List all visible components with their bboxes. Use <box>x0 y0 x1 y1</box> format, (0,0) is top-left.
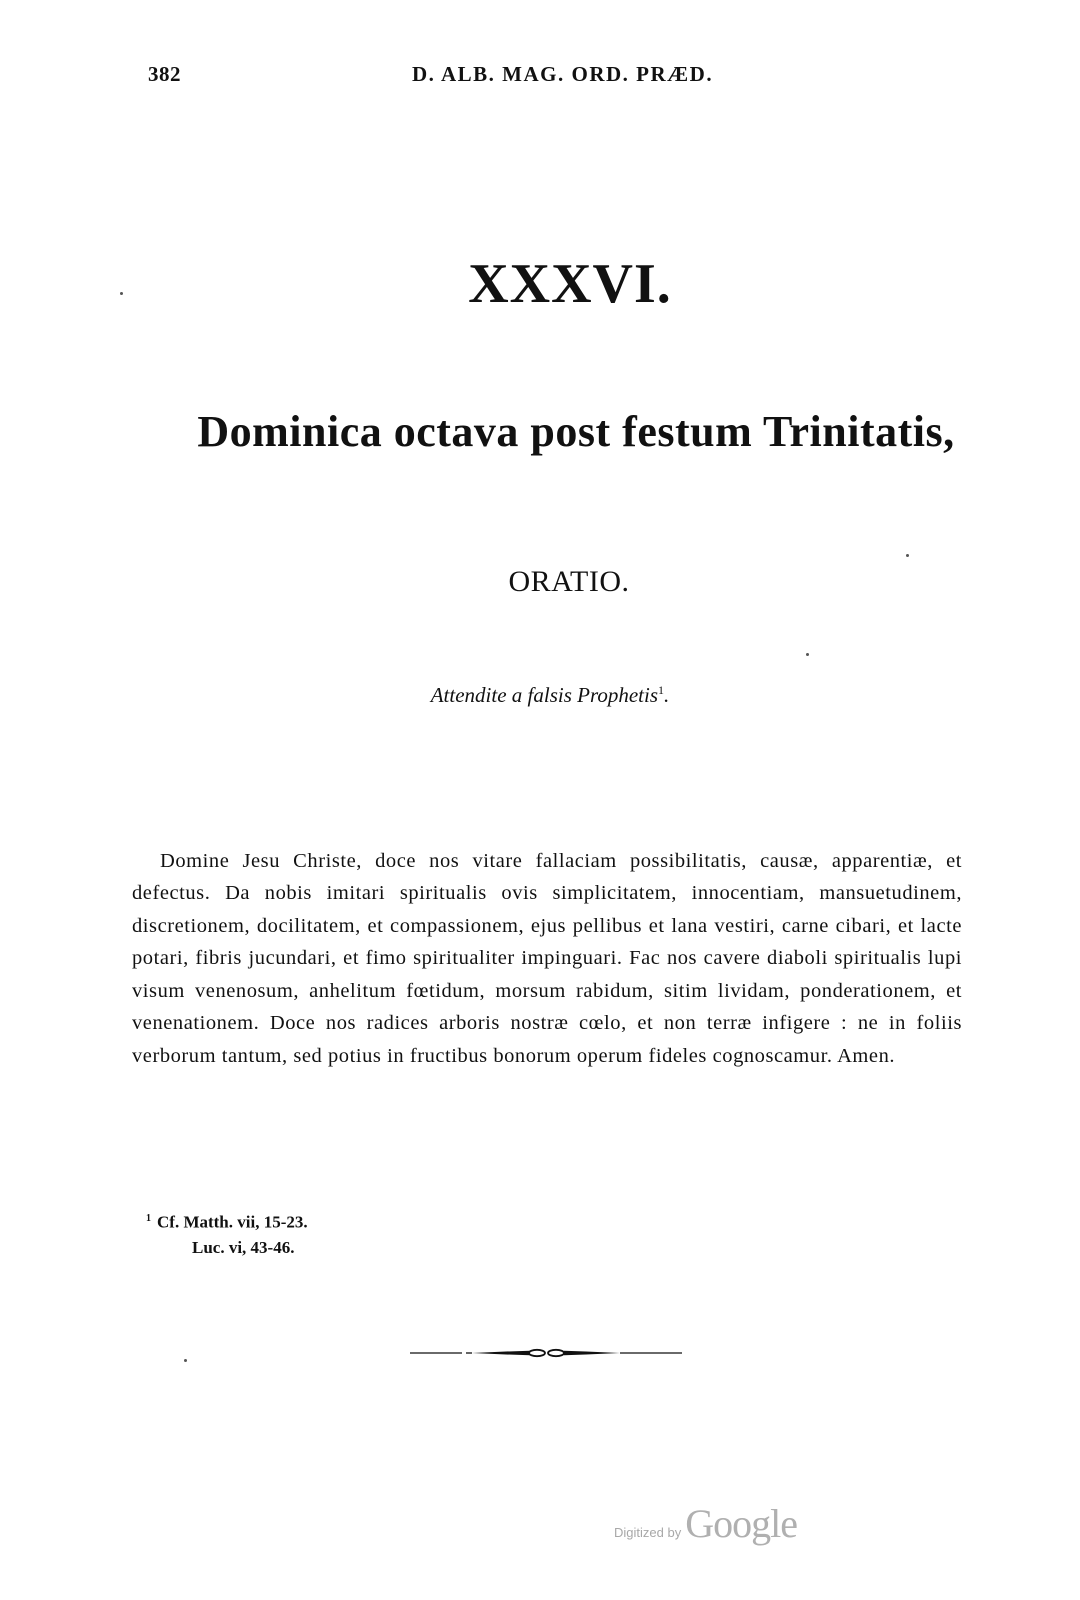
tailpiece-ornament <box>410 1346 682 1360</box>
footnotes <box>146 1206 308 1260</box>
epigraph-text: Attendite a falsis Prophetis <box>430 683 659 707</box>
footnote-mark: 1 <box>146 1213 151 1224</box>
running-head <box>148 62 928 92</box>
print-speck <box>120 292 123 295</box>
footnote-reference[interactable]: 1 <box>658 683 665 697</box>
epigraph-period: . <box>664 683 670 707</box>
watermark-prefix: Digitized by <box>614 1525 682 1540</box>
epigraph <box>0 683 1080 708</box>
footnote-text: Cf. Matth. vii, 15-23. <box>157 1212 308 1232</box>
footnote-line <box>146 1235 308 1260</box>
prayer-paragraph: Domine Jesu Christe, doce nos vitare fallaciam possibilitatis, causæ, apparentiæ, et defectus. Da nobis imitari spiritualis ovis simplicitatem, innocentiam, mansuetudinem, discretionem, docilitatem, et compassionem, ejus pellibus et lana vestiri, carne cibari, et lacte potari, fibris jucundari, et fimo spiritualiter impinguari. Fac nos cavere diaboli spiritualis lupi visum venenosum, anhelitum fœtidum, morsum rabidum, sitim lividam, ponderationem, et venenationem. Doce nos radices arboris nostræ cœlo, et non terræ infigere : ne in foliis verborum tantum, sed potius in fructibus bonorum operum fideles cognoscamur. Amen. <box>132 849 962 1068</box>
print-speck <box>806 653 809 656</box>
print-speck <box>184 1359 187 1362</box>
footnote-text: Luc. vi, 43-46. <box>192 1237 295 1257</box>
section-subtitle: ORATIO. <box>508 565 630 598</box>
section-title: Dominica octava post festum Trinitatis, <box>197 407 955 456</box>
google-logo: Google <box>685 1501 797 1546</box>
running-head-title: D. ALB. MAG. ORD. PRÆD. <box>412 62 714 86</box>
page-number: 382 <box>148 62 181 86</box>
footnote-line <box>146 1206 308 1235</box>
chapter-number: XXXVI. <box>468 253 672 315</box>
digitized-by-google-watermark <box>614 1500 797 1547</box>
print-speck <box>906 554 909 557</box>
